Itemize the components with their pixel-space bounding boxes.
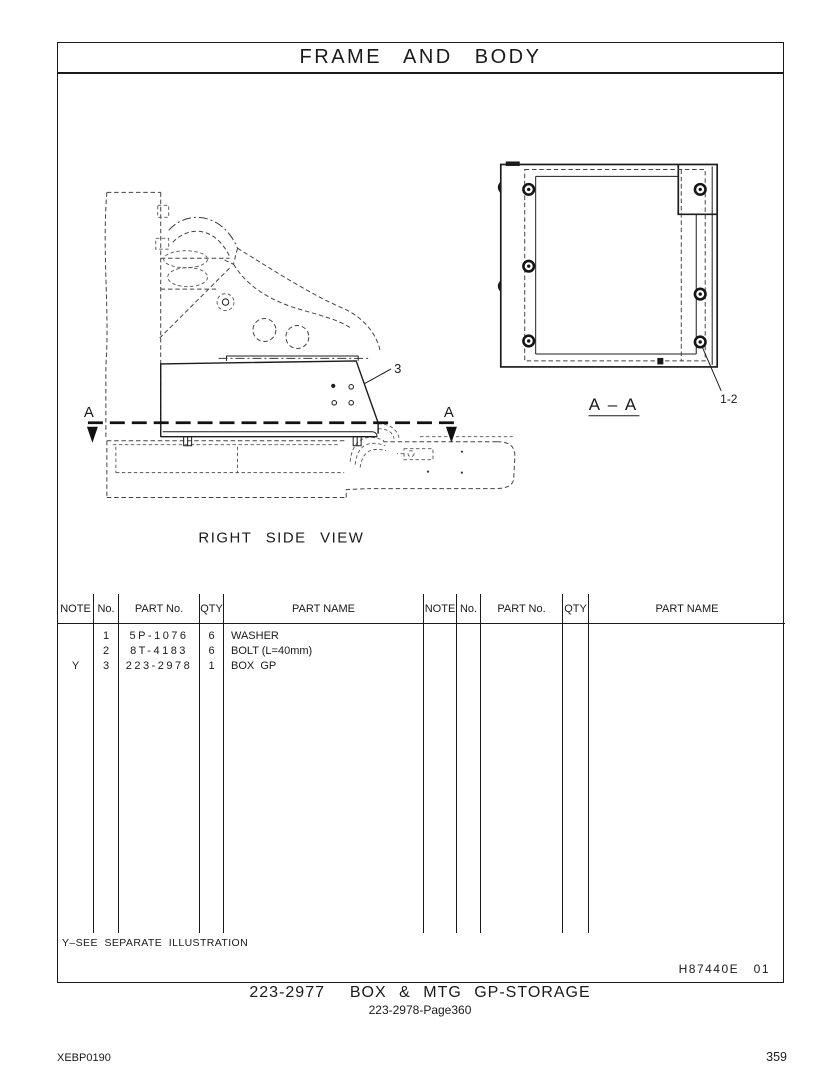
- doc-code: H87440E 01: [678, 962, 770, 977]
- callout-3: 3: [394, 360, 402, 376]
- form-code: XEBP0190: [57, 1052, 111, 1064]
- col-no: [94, 624, 119, 933]
- page-title: FRAME AND BODY: [299, 46, 542, 68]
- table-footnote: Y–SEE SEPARATE ILLUSTRATION: [62, 937, 249, 949]
- section-letter-right: A: [443, 403, 454, 421]
- col-no-right: [457, 624, 481, 933]
- table-cell-part_no: 223-2978: [125, 659, 193, 672]
- header-no-left: No.: [94, 594, 119, 624]
- header-partname-right-label: PART NAME: [655, 602, 719, 615]
- table-cell-qty: 6: [208, 644, 215, 657]
- section-caption: A – A: [588, 394, 639, 414]
- callout-1-2: 1-2: [720, 391, 738, 406]
- machine-outline: [105, 192, 380, 438]
- header-partname-right: [589, 594, 785, 624]
- header-partno-right: PART No.: [481, 594, 563, 624]
- table-cell-qty: 1: [208, 659, 215, 672]
- sheet-title: 223-2977 BOX & MTG GP-STORAGE: [249, 984, 591, 1001]
- frame-footer: [58, 933, 783, 982]
- table-cell-note: [58, 629, 93, 644]
- table-cell-part_name: WASHER: [231, 630, 279, 642]
- sheet-caption: [0, 984, 840, 1017]
- title-band: [58, 43, 783, 74]
- storage-box: [161, 356, 402, 446]
- section-letter-left: A: [83, 403, 94, 421]
- table-cell-note: Y: [71, 659, 80, 672]
- table-cell-qty: 6: [208, 630, 215, 642]
- sheet-subtitle: 223-2978-Page360: [368, 1003, 472, 1017]
- col-partno: [119, 624, 200, 933]
- table-cell-no: 3: [102, 659, 110, 672]
- technical-drawing: [58, 74, 783, 594]
- col-partno-right: [481, 624, 563, 933]
- table-cell-no: 1: [102, 630, 110, 642]
- col-partname-right: [589, 624, 785, 933]
- table-cell-note: [58, 644, 93, 659]
- header-note-right: NOTE: [424, 594, 457, 624]
- col-note-right: [424, 624, 457, 933]
- page-number: 359: [766, 1050, 787, 1064]
- table-cell-part_name: BOX GP: [231, 659, 277, 672]
- drawing-svg: [58, 74, 783, 594]
- parts-table: [58, 594, 783, 933]
- col-partname: [224, 624, 424, 933]
- header-no-right: No.: [457, 594, 481, 624]
- side-view-caption: RIGHT SIDE VIEW: [198, 529, 365, 547]
- table-cell-part_name: BOLT (L=40mm): [231, 644, 313, 657]
- header-qty-left: QTY: [200, 594, 224, 624]
- table-cell-part_no: 8T-4183: [130, 644, 188, 657]
- col-qty: [200, 624, 224, 933]
- col-qty-right: [563, 624, 589, 933]
- col-note: [58, 624, 94, 933]
- header-qty-right: QTY: [563, 594, 589, 624]
- header-note-left: NOTE: [58, 594, 94, 624]
- page-frame: [57, 42, 784, 983]
- header-partno-left: PART No.: [119, 594, 200, 624]
- header-partname-left: PART NAME: [224, 594, 424, 624]
- section-view: [498, 161, 738, 415]
- table-cell-part_no: 5P-1076: [129, 630, 189, 642]
- table-cell-no: 2: [102, 644, 110, 657]
